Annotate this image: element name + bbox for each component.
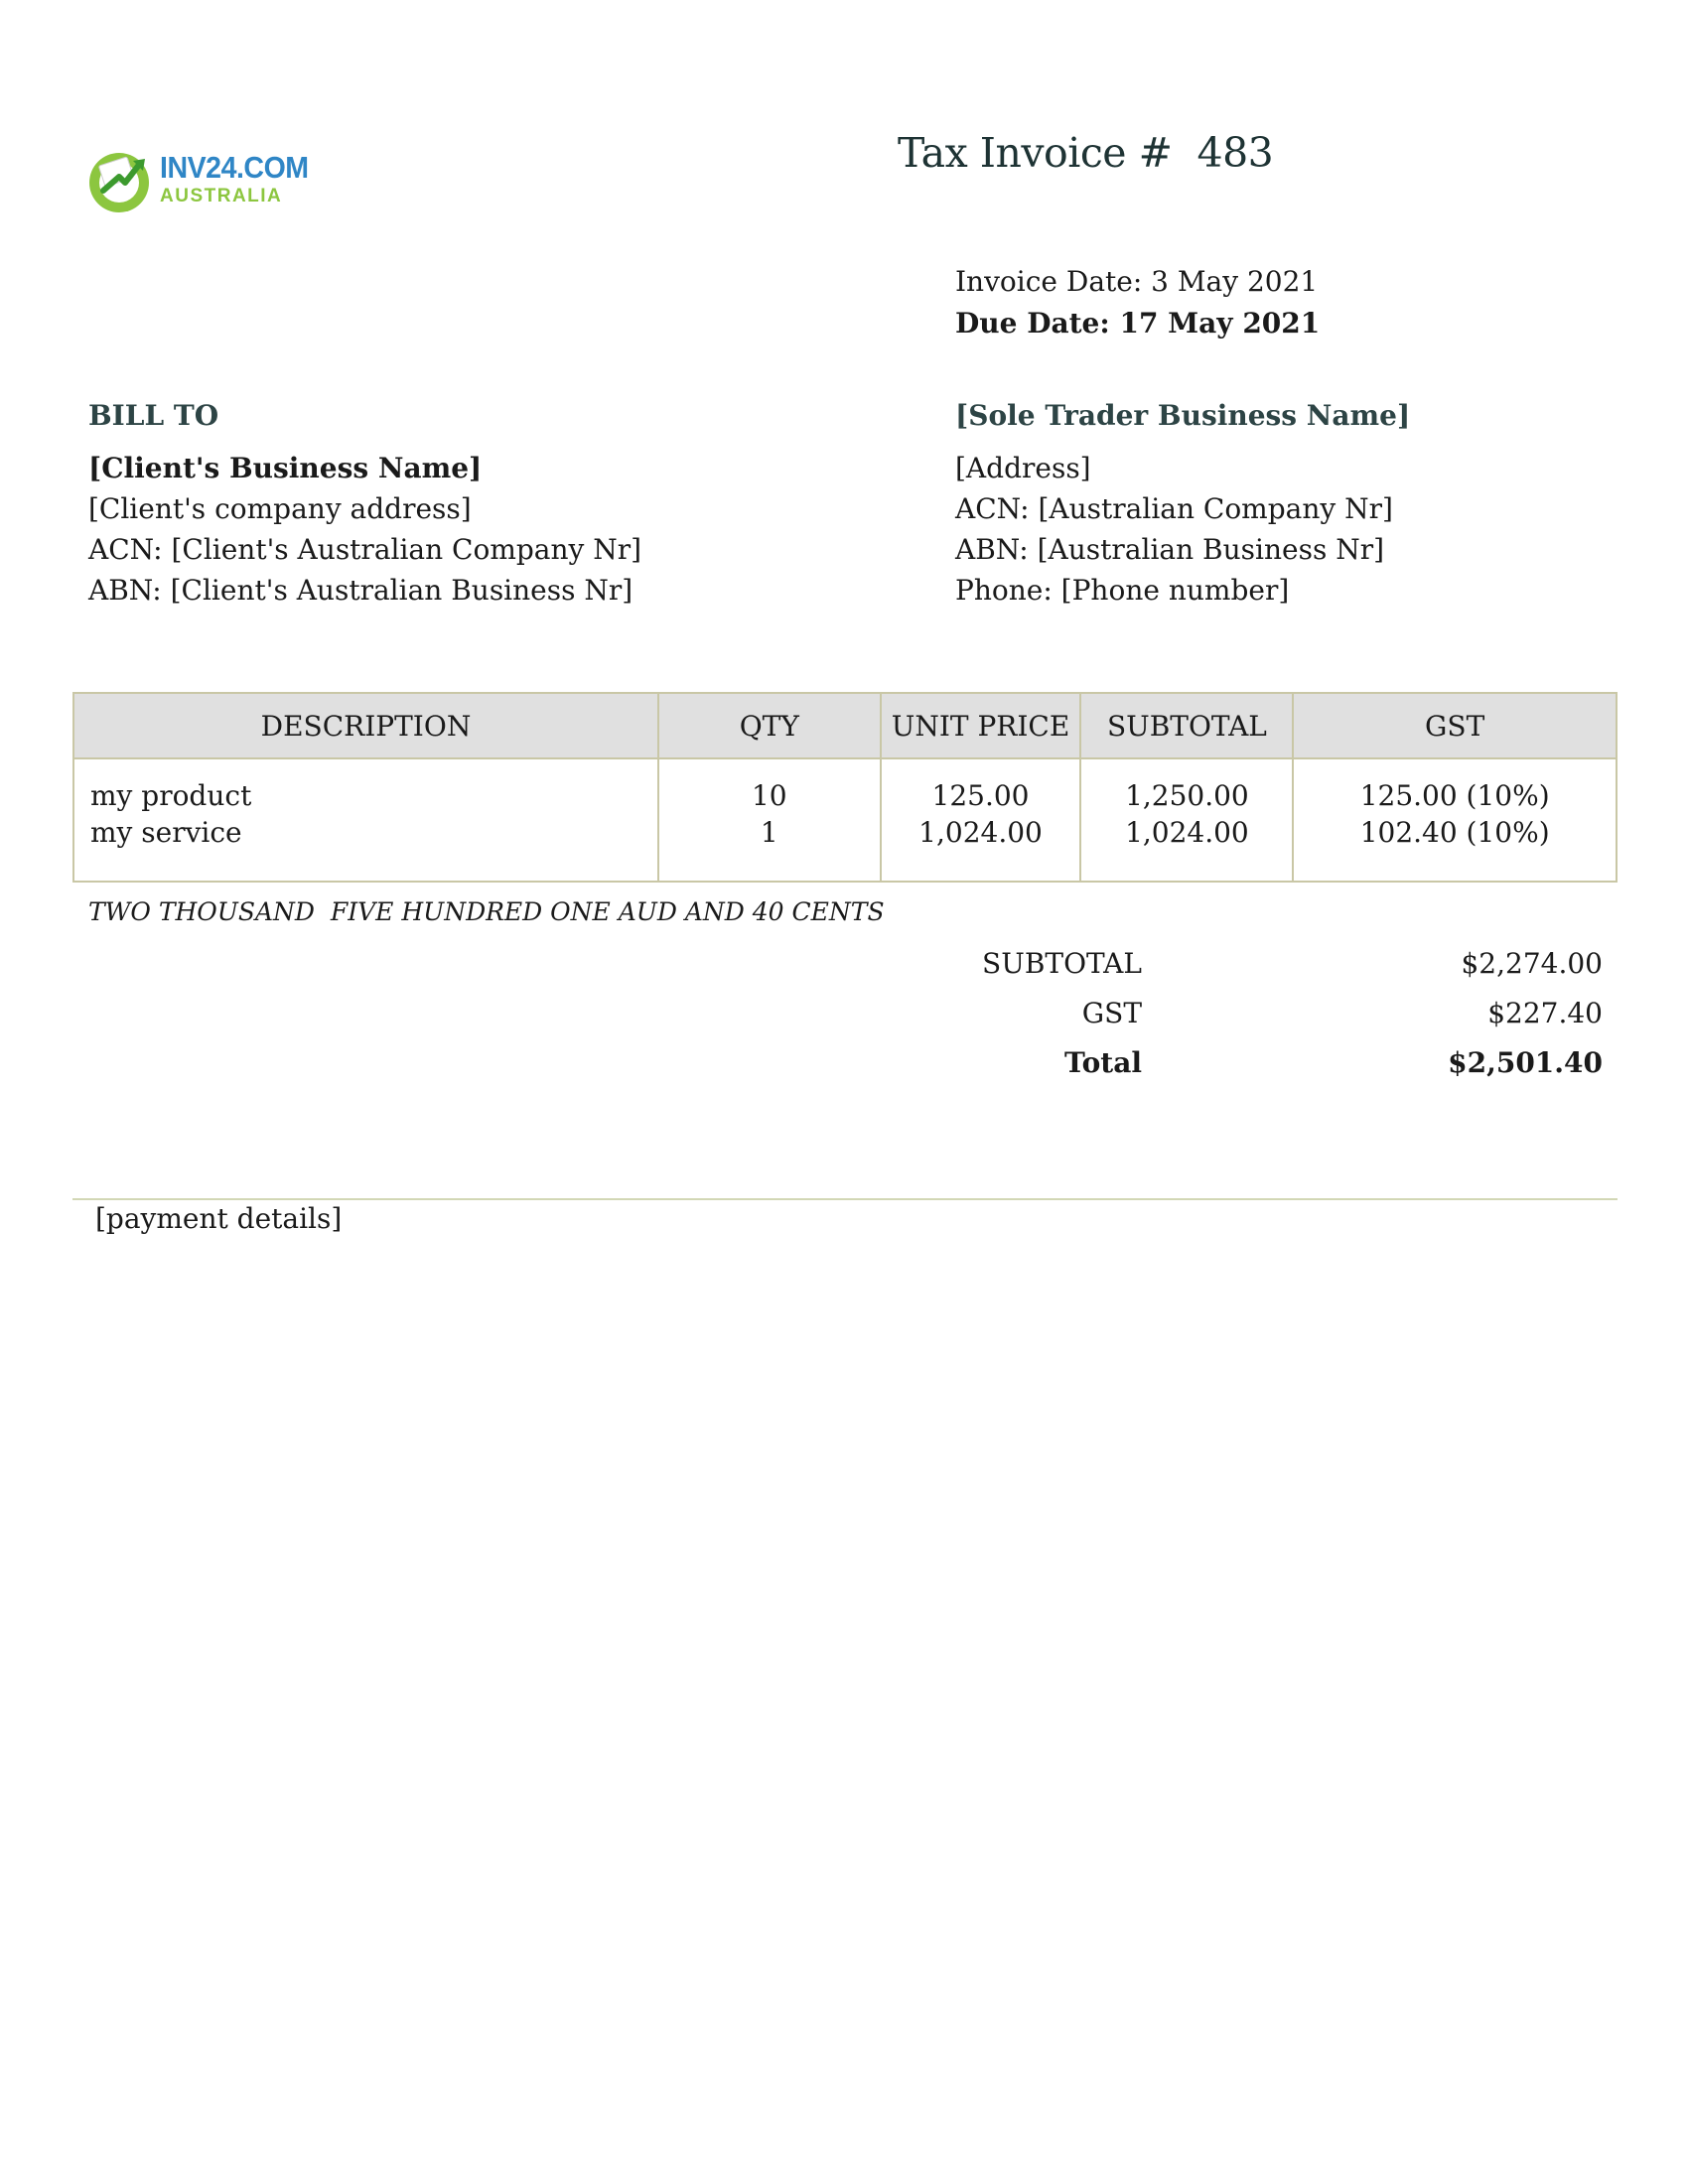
column-header-qty: QTY bbox=[658, 693, 881, 758]
subtotal-row bbox=[0, 947, 1688, 997]
client-abn: ABN: [Client's Australian Business Nr] bbox=[88, 574, 633, 607]
client-address: [Client's company address] bbox=[88, 492, 472, 525]
item-description: my product bbox=[90, 779, 252, 812]
column-header-unit-price: UNIT PRICE bbox=[881, 693, 1081, 758]
invoice-title: Tax Invoice # 483 bbox=[898, 129, 1274, 177]
table-header-row bbox=[73, 693, 1617, 758]
client-business-name: [Client's Business Name] bbox=[88, 452, 483, 484]
invoice-dates bbox=[955, 261, 1320, 344]
logo-emblem-icon bbox=[85, 145, 155, 214]
gst-cell bbox=[1293, 758, 1617, 882]
logo-wordmark: INV24.COM bbox=[160, 150, 309, 185]
bill-to-heading: BILL TO bbox=[88, 399, 219, 432]
subtotal-label: SUBTOTAL bbox=[982, 947, 1142, 980]
total-label: Total bbox=[1063, 1046, 1142, 1079]
item-gst: 102.40 (10%) bbox=[1359, 816, 1550, 849]
column-header-gst: GST bbox=[1293, 693, 1617, 758]
logo-subtitle: AUSTRALIA bbox=[160, 186, 283, 206]
description-cell bbox=[73, 758, 658, 882]
seller-phone: Phone: [Phone number] bbox=[955, 574, 1290, 607]
item-description: my service bbox=[90, 816, 242, 849]
bill-to-block bbox=[88, 395, 641, 611]
table-row bbox=[73, 758, 1617, 882]
unit-price-cell bbox=[881, 758, 1081, 882]
seller-business-name: [Sole Trader Business Name] bbox=[955, 399, 1411, 432]
footer-divider bbox=[72, 1198, 1618, 1200]
seller-block bbox=[955, 395, 1410, 611]
item-qty: 1 bbox=[760, 816, 778, 849]
column-header-subtotal: SUBTOTAL bbox=[1080, 693, 1293, 758]
item-subtotal: 1,024.00 bbox=[1125, 816, 1249, 849]
totals-block bbox=[0, 947, 1688, 1096]
item-subtotal: 1,250.00 bbox=[1125, 779, 1249, 812]
company-logo bbox=[85, 145, 309, 214]
item-gst: 125.00 (10%) bbox=[1359, 779, 1550, 812]
total-row bbox=[0, 1046, 1688, 1096]
qty-cell bbox=[658, 758, 881, 882]
gst-value: $227.40 bbox=[1487, 997, 1603, 1029]
subtotal-cell bbox=[1080, 758, 1293, 882]
due-date: Due Date: 17 May 2021 bbox=[955, 307, 1321, 340]
payment-details: [payment details] bbox=[95, 1202, 343, 1235]
invoice-date: Invoice Date: 3 May 2021 bbox=[955, 265, 1319, 298]
amount-in-words: TWO THOUSAND FIVE HUNDRED ONE AUD AND 40 CENTS bbox=[88, 897, 885, 926]
item-unit-price: 125.00 bbox=[931, 779, 1030, 812]
item-unit-price: 1,024.00 bbox=[918, 816, 1043, 849]
seller-acn: ACN: [Australian Company Nr] bbox=[955, 492, 1393, 525]
seller-address: [Address] bbox=[955, 452, 1091, 484]
subtotal-value: $2,274.00 bbox=[1461, 947, 1603, 980]
client-acn: ACN: [Client's Australian Company Nr] bbox=[88, 533, 642, 566]
line-items-table bbox=[72, 692, 1618, 883]
gst-label: GST bbox=[1081, 997, 1142, 1029]
item-qty: 10 bbox=[751, 779, 787, 812]
total-value: $2,501.40 bbox=[1448, 1046, 1603, 1079]
column-header-description: DESCRIPTION bbox=[73, 693, 658, 758]
seller-abn: ABN: [Australian Business Nr] bbox=[955, 533, 1385, 566]
gst-row bbox=[0, 997, 1688, 1046]
